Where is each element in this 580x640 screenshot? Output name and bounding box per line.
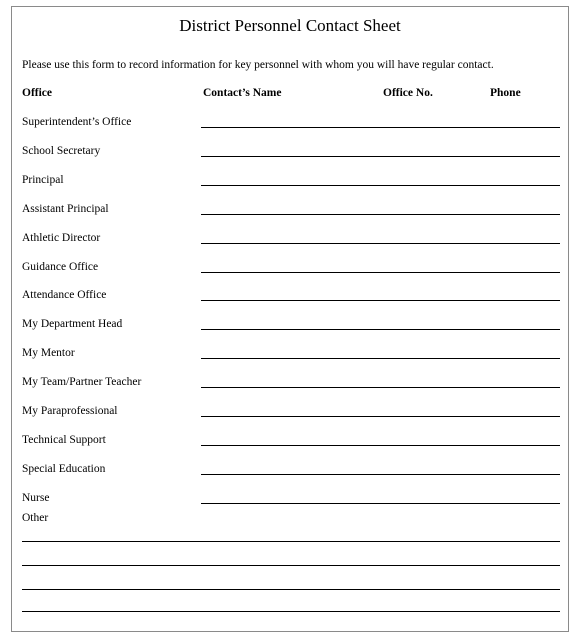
- other-blank-line[interactable]: [22, 611, 560, 612]
- contact-entry-line[interactable]: [201, 329, 560, 330]
- contact-entry-line[interactable]: [201, 300, 560, 301]
- office-label: Superintendent’s Office: [22, 116, 132, 128]
- contact-entry-line[interactable]: [201, 127, 560, 128]
- column-header-contact-name: Contact’s Name: [203, 87, 282, 99]
- office-label: My Team/Partner Teacher: [22, 376, 142, 389]
- office-label: Assistant Principal: [22, 202, 109, 215]
- office-label: Athletic Director: [22, 231, 101, 244]
- column-header-office: Office: [22, 87, 53, 99]
- other-label: Other: [22, 512, 49, 524]
- form-instructions: Please use this form to record information for key personnel with whom you will have regular contact.: [22, 59, 494, 71]
- office-label: Principal: [22, 173, 64, 186]
- other-blank-line[interactable]: [22, 589, 560, 590]
- contact-entry-line[interactable]: [201, 214, 560, 215]
- contact-entry-line[interactable]: [201, 474, 560, 475]
- office-label: My Mentor: [22, 347, 75, 360]
- office-label: Technical Support: [22, 433, 106, 446]
- office-label: Guidance Office: [22, 260, 99, 273]
- column-header-phone: Phone: [490, 87, 521, 99]
- contact-entry-line[interactable]: [201, 243, 560, 244]
- office-label: My Department Head: [22, 318, 123, 331]
- contact-entry-line[interactable]: [201, 445, 560, 446]
- contact-entry-line[interactable]: [201, 185, 560, 186]
- office-label: My Paraprofessional: [22, 405, 118, 417]
- contact-entry-line[interactable]: [201, 503, 560, 504]
- contact-entry-line[interactable]: [201, 416, 560, 417]
- office-label: School Secretary: [22, 144, 101, 157]
- office-label: Special Education: [22, 462, 106, 475]
- contact-entry-line[interactable]: [201, 272, 560, 273]
- form-title: District Personnel Contact Sheet: [179, 16, 401, 35]
- other-blank-line[interactable]: [22, 541, 560, 542]
- office-label: Nurse: [22, 491, 50, 504]
- contact-entry-line[interactable]: [201, 358, 560, 359]
- contact-entry-line[interactable]: [201, 387, 560, 388]
- contact-entry-line[interactable]: [201, 156, 560, 157]
- column-header-office-no: Office No.: [383, 87, 433, 99]
- office-label: Attendance Office: [22, 289, 107, 302]
- other-blank-line[interactable]: [22, 565, 560, 566]
